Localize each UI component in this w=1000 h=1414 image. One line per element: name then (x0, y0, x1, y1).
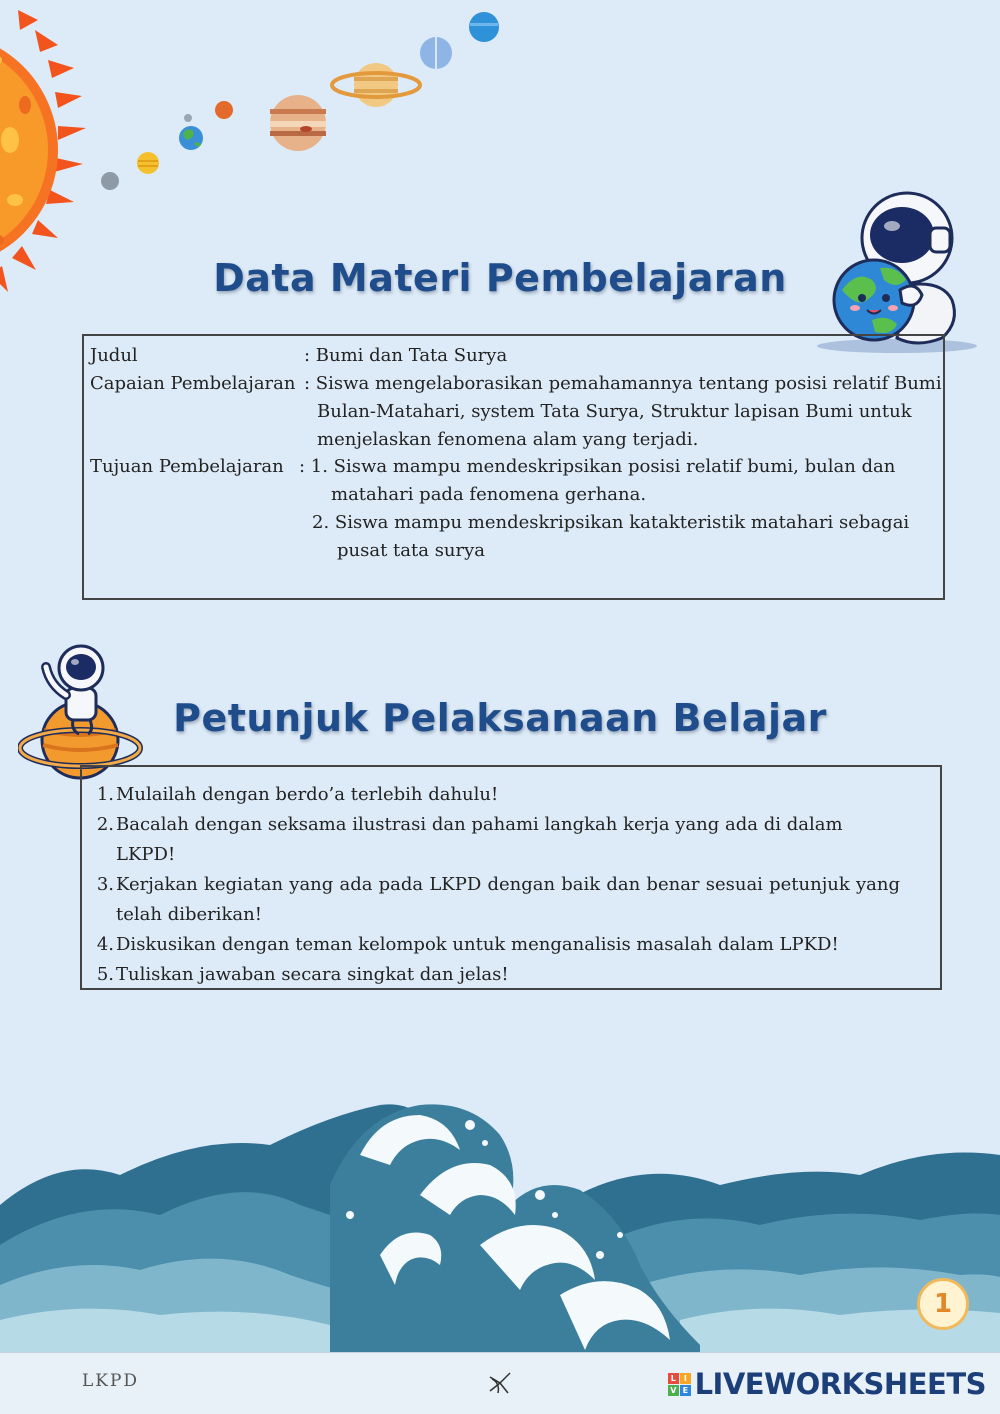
list-item (92, 870, 900, 900)
saturn-icon (332, 63, 420, 107)
list-text: Tuliskan jawaban secara singkat dan jelas! (116, 964, 509, 985)
mercury-icon (101, 172, 119, 190)
tujuan-label: Tujuan Pembelajaran (90, 456, 284, 477)
ocean-wave-icon (0, 1095, 1000, 1355)
capaian-label: Capaian Pembelajaran (90, 373, 296, 394)
list-item (92, 960, 900, 990)
list-item (92, 810, 900, 870)
tujuan-line: pusat tata surya (337, 540, 486, 561)
list-item (92, 930, 900, 960)
planets-row (90, 5, 510, 205)
tujuan-line: 2. Siswa mampu mendeskripsikan katakteristik matahari sebagai (312, 512, 910, 533)
capaian-line: Bulan-Matahari, system Tata Surya, Struktur lapisan Bumi untuk (317, 401, 912, 422)
footer-label: LKPD (82, 1371, 140, 1391)
judul-value: : Bumi dan Tata Surya (304, 345, 508, 366)
judul-label: Judul (90, 345, 138, 366)
mars-icon (215, 101, 233, 119)
liveworksheets-brand[interactable] (668, 1367, 986, 1401)
footer-bar (0, 1352, 1000, 1414)
tujuan-line: : 1. Siswa mampu mendeskripsikan posisi relatif bumi, bulan dan (299, 456, 896, 477)
neptune-icon (469, 12, 499, 42)
list-number: 5. (96, 964, 114, 985)
list-text: Bacalah dengan seksama ilustrasi dan pahami langkah kerja yang ada di dalam LKPD! (116, 814, 843, 865)
venus-icon (137, 152, 159, 174)
page-title-data-materi: Data Materi Pembelajaran (213, 256, 787, 300)
page-number-badge: 1 (917, 1278, 969, 1330)
compass-star-icon (488, 1371, 512, 1395)
list-item-continuation (92, 900, 900, 930)
list-number: 1. (96, 784, 114, 805)
capaian-line: : Siswa mengelaborasikan pemahamannya tentang posisi relatif Bumi (304, 373, 942, 394)
list-text: Mulailah dengan berdo’a terlebih dahulu! (116, 784, 499, 805)
list-text: telah diberikan! (116, 904, 262, 925)
capaian-line: menjelaskan fenomena alam yang terjadi. (317, 429, 699, 450)
liveworksheets-logo-icon: L I V E (668, 1373, 691, 1396)
list-number: 3. (96, 874, 114, 895)
list-text: Diskusikan dengan teman kelompok untuk menganalisis masalah dalam LPKD! (116, 934, 839, 955)
brand-text: LIVEWORKSHEETS (694, 1367, 986, 1401)
tujuan-line: matahari pada fenomena gerhana. (331, 484, 647, 505)
list-item (92, 780, 900, 810)
list-number: 4. (96, 934, 114, 955)
list-number: 2. (96, 814, 114, 835)
petunjuk-list (92, 780, 900, 990)
list-text: Kerjakan kegiatan yang ada pada LKPD dengan baik dan benar sesuai petunjuk yang (116, 874, 900, 895)
page-title-petunjuk: Petunjuk Pelaksanaan Belajar (173, 696, 827, 740)
